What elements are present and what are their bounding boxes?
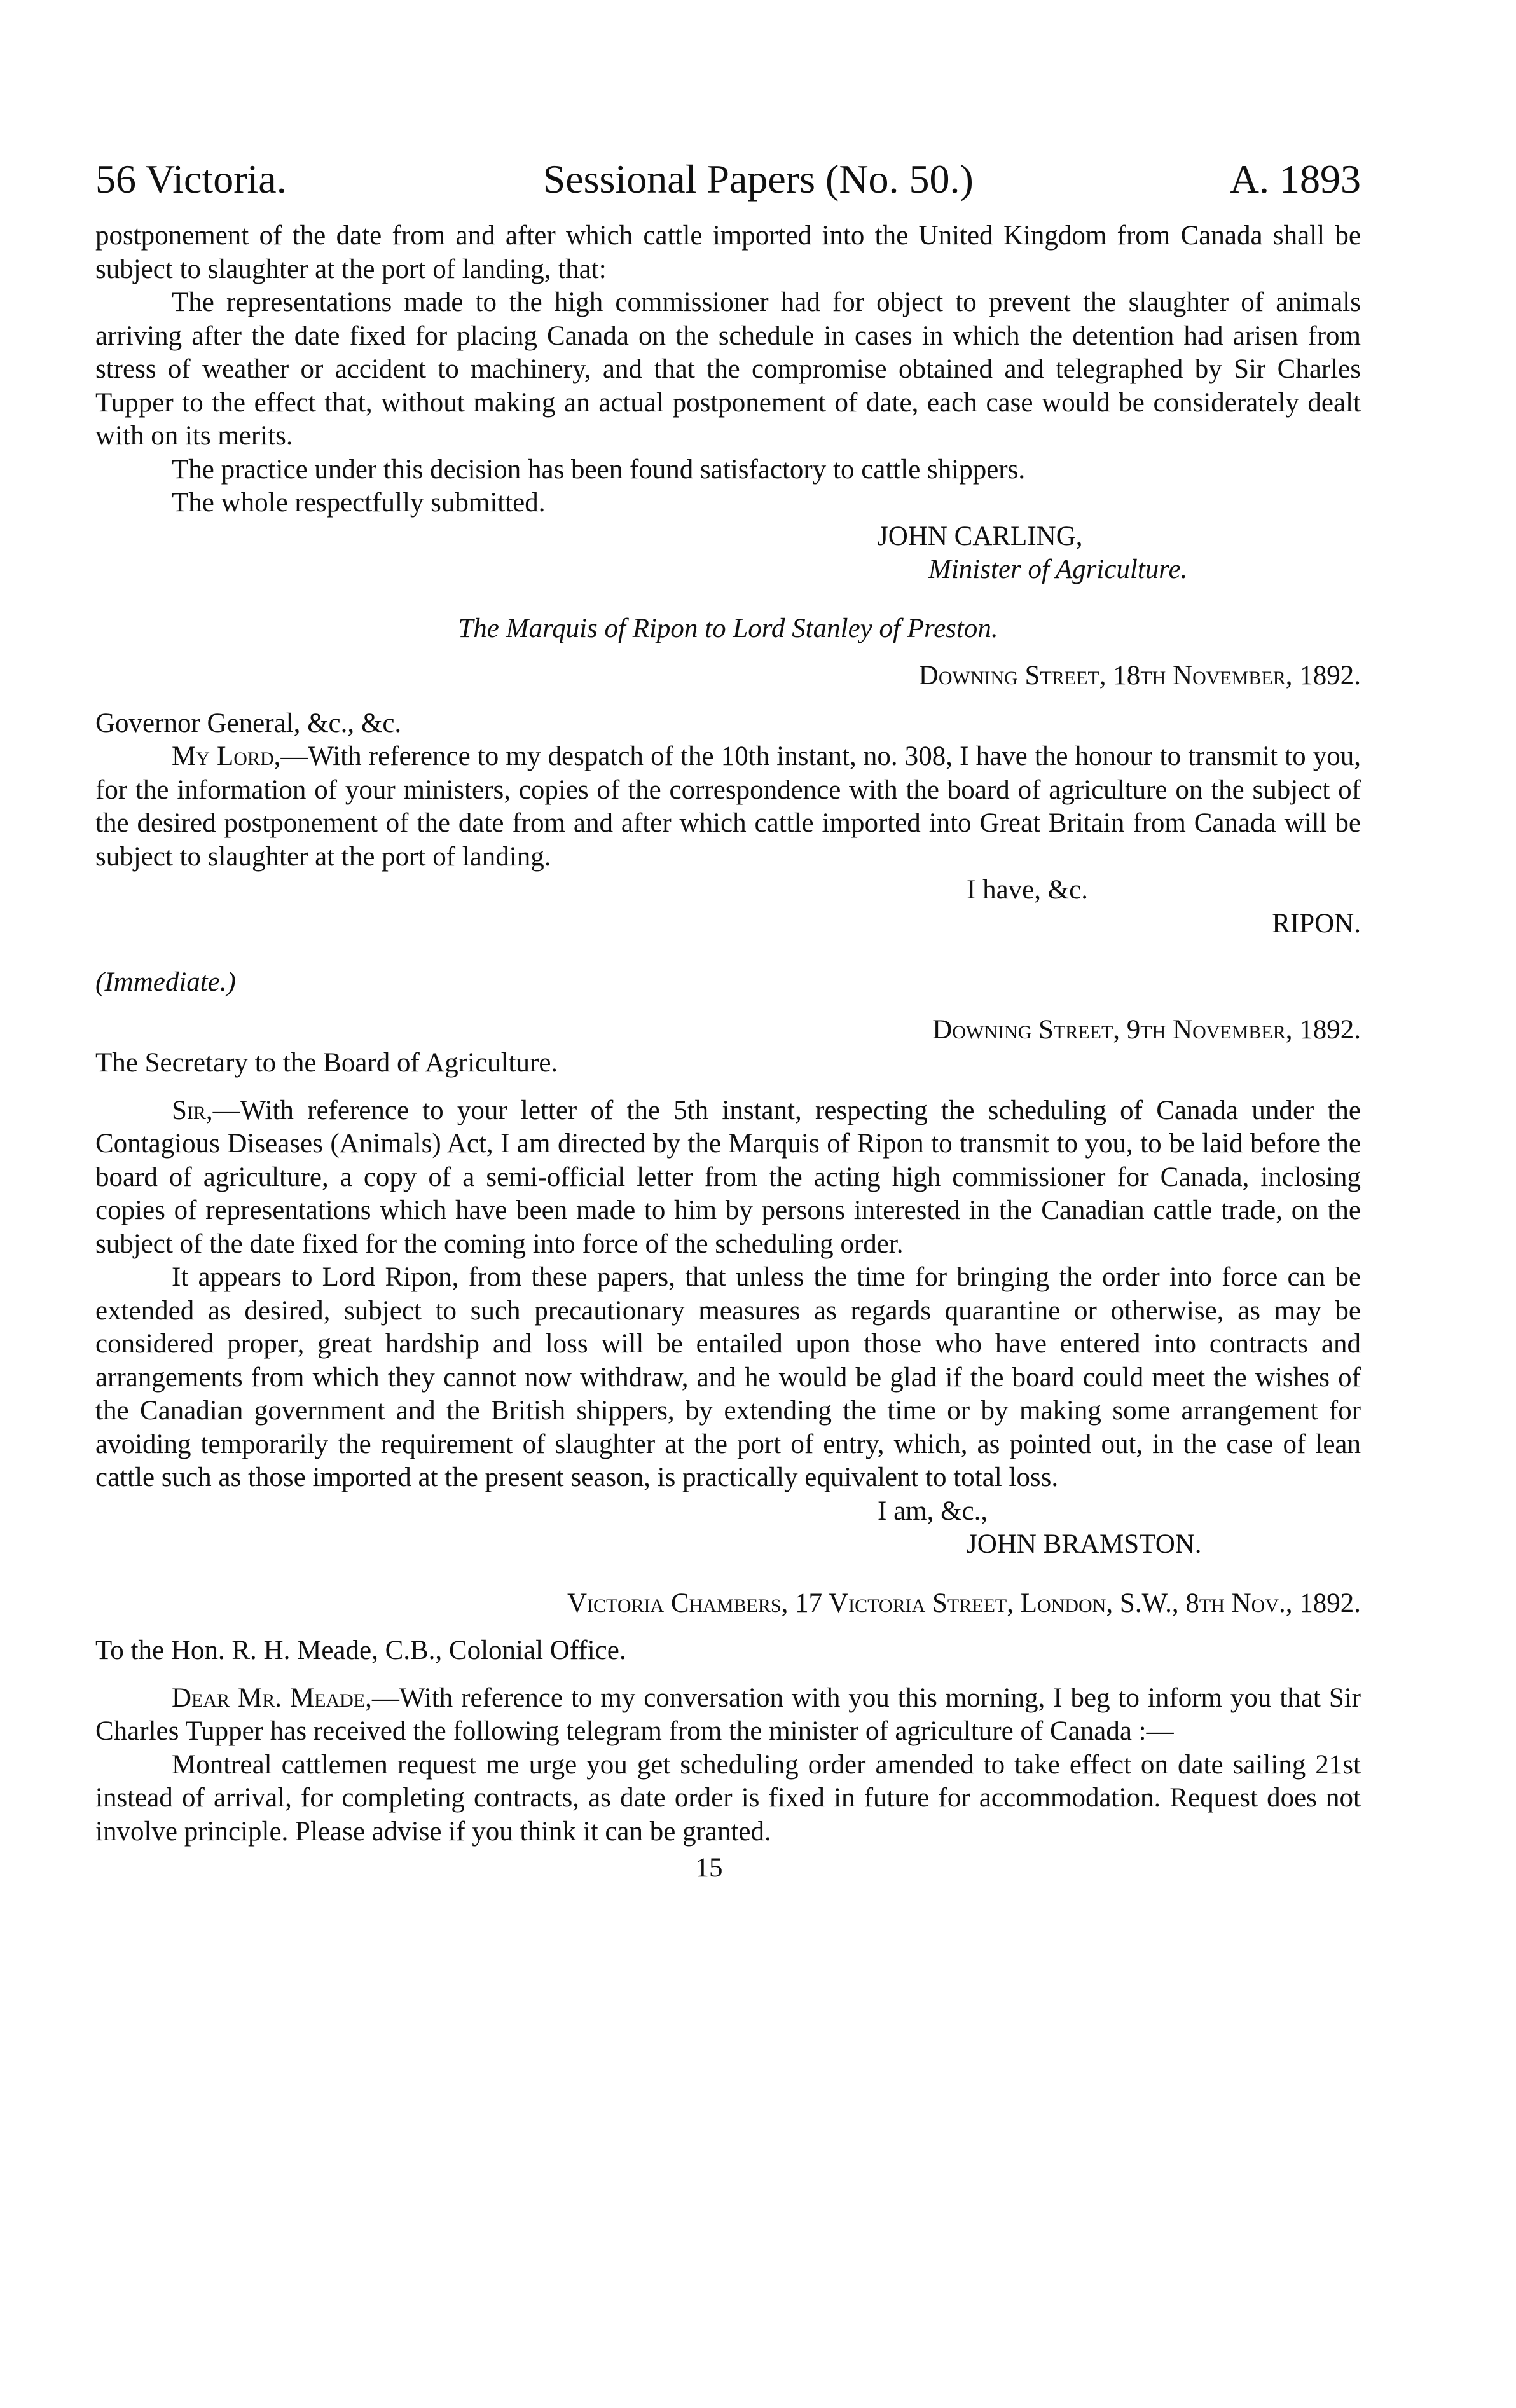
header-title: Sessional Papers (No. 50.) bbox=[542, 156, 974, 202]
dateline-downing-18nov: Downing Street, 18th November, 1892. bbox=[918, 661, 1361, 691]
document-body bbox=[95, 219, 1361, 1848]
telegram-text: Montreal cattlemen request me urge you get scheduling order amended to take effect on date sailing 21st instead of arrival, for completing contracts, as date order is fixed in future for accommodation. Request does not involve principle. Please advise if you think it can be granted. bbox=[95, 1749, 1361, 1847]
letter-body-bramston-2: It appears to Lord Ripon, from these papers, that unless the time for bringing the order into force can be extended as desired, subject to such precautionary measures as regards quarantine or otherwise, as may be considered proper, great hardship and loss will be entailed upon those who have entered into contracts and arrangements from which they cannot now withdraw, and he would be glad if the board could meet the wishes of the Canadian government and the British shippers, by extending the time or by making some arrangement for avoiding temporarily the requirement of slaughter at the port of entry, which, as pointed out, in the case of lean cattle such as those imported at the present season, is practically equivalent to total loss. bbox=[95, 1262, 1361, 1492]
addressee-governor-general: Governor General, &c., &c. bbox=[95, 708, 402, 738]
header-session: 56 Victoria. bbox=[95, 156, 287, 202]
letter-text-bramston-1: —With reference to your letter of the 5th instant, respecting the scheduling of Canada under the Contagious Diseases (Animals) Act, I am directed by the Marquis of Ripon to transmit to you, to be laid before the board of agriculture, a copy of a semi-official letter from the acting high commissioner for Canada, inclosing copies of representations which have been made to him by persons interested in the Canadian cattle trade, on the subject of the date fixed for the coming into force of the scheduling order. bbox=[95, 1095, 1361, 1259]
dateline-downing-9nov: Downing Street, 9th November, 1892. bbox=[932, 1014, 1361, 1045]
closing-bramston: I am, &c., bbox=[878, 1496, 988, 1526]
letter-heading-ripon: The Marquis of Ripon to Lord Stanley of Preston. bbox=[458, 613, 998, 643]
running-header bbox=[95, 156, 1361, 203]
signature-ripon: RIPON. bbox=[1272, 908, 1361, 939]
letter-text-meade: —With reference to my conversation with you this morning, I beg to inform you that Sir Charles Tupper has received the following telegram from the minister of agriculture of Canada :— bbox=[95, 1682, 1361, 1746]
signature-bramston: JOHN BRAMSTON. bbox=[967, 1529, 1202, 1559]
immediate-marker: (Immediate.) bbox=[95, 967, 236, 997]
letter-body-ripon bbox=[95, 740, 1361, 874]
paragraph-representations: The representations made to the high commissioner had for object to prevent the slaughter of animals arriving after the date fixed for placing Canada on the schedule in cases in which the detention had arisen from stress of weather or accident to machinery, and that the compromise obtained and telegraphed by Sir Charles Tupper to the effect that, without making an actual postponement of date, each case would be considerately dealt with on its merits. bbox=[95, 287, 1361, 451]
dateline-victoria-chambers: Victoria Chambers, 17 Victoria Street, London, S.W., 8th Nov., 1892. bbox=[567, 1588, 1361, 1618]
addressee-board-secretary: The Secretary to the Board of Agriculture. bbox=[95, 1048, 558, 1078]
salutation-sir: Sir, bbox=[172, 1095, 213, 1125]
closing-ripon: I have, &c. bbox=[967, 875, 1089, 905]
header-year: A. 1893 bbox=[1229, 156, 1361, 202]
addressee-meade-text: To the Hon. R. H. Meade, C.B., Colonial Office. bbox=[95, 1635, 626, 1665]
paragraph-practice: The practice under this decision has been found satisfactory to cattle shippers. bbox=[172, 454, 1026, 485]
signature-name-carling: JOHN CARLING, bbox=[878, 521, 1083, 551]
letter-body-bramston-1 bbox=[95, 1094, 1361, 1262]
salutation-my-lord: My Lord, bbox=[172, 741, 281, 771]
signature-title-carling: Minister of Agriculture. bbox=[928, 554, 1188, 584]
letter-text-ripon: —With reference to my despatch of the 10th instant, no. 308, I have the honour to transmit to you, for the information of your ministers, copies of the correspondence with the board of agriculture on the subject of the desired postponement of the date from and after which cattle imported into Great Britain from Canada will be subject to slaughter at the port of landing. bbox=[95, 741, 1361, 872]
paragraph-continued: postponement of the date from and after which cattle imported into the United Kingdom from Canada shall be subject to slaughter at the port of landing, that: bbox=[95, 221, 1361, 284]
page-number: 15 bbox=[695, 1853, 723, 1883]
document-page bbox=[95, 156, 1361, 1883]
addressee-meade bbox=[95, 1634, 1361, 1668]
paragraph-submitted: The whole respectfully submitted. bbox=[172, 488, 546, 518]
salutation-dear-mr-meade: Dear Mr. Meade, bbox=[172, 1682, 372, 1713]
letter-body-meade bbox=[95, 1682, 1361, 1749]
